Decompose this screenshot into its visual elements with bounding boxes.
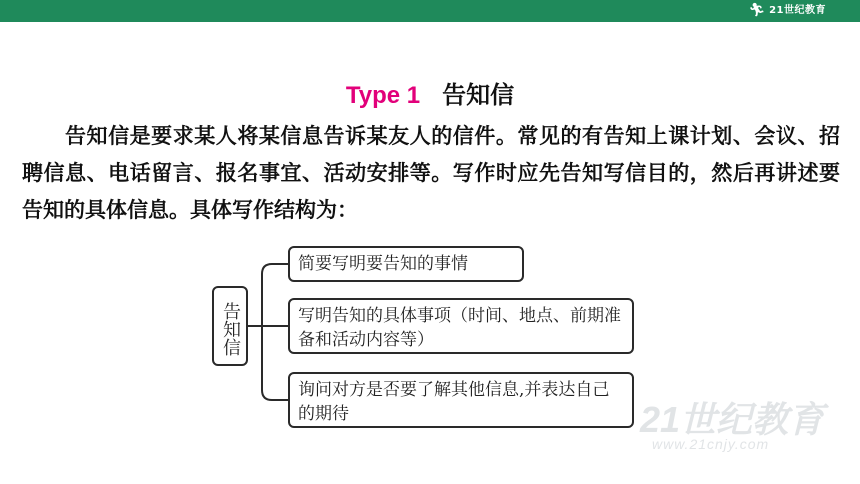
runner-icon: 🏃︎ bbox=[748, 3, 766, 18]
brand-logo-text: 21世纪教育 bbox=[769, 5, 826, 16]
diagram-node-3: 询问对方是否要了解其他信息,并表达自己的期待 bbox=[288, 372, 634, 428]
section-title-text: 告知信 bbox=[442, 81, 515, 109]
diagram-connectors bbox=[248, 264, 288, 400]
diagram-node-2: 写明告知的具体事项（时间、地点、前期准备和活动内容等） bbox=[288, 298, 634, 354]
diagram-node-1: 简要写明要告知的事情 bbox=[288, 246, 524, 282]
section-type-label: Type 1 bbox=[345, 82, 421, 109]
watermark-logo bbox=[640, 392, 840, 458]
watermark-main-text: 21世纪教育 bbox=[640, 399, 825, 440]
intro-paragraph: 告知信是要求某人将某信息告诉某友人的信件。常见的有告知上课计划、会议、招聘信息、电话留言、报名事宜、活动安排等。写作时应先告知写信目的，然后再讲述要告知的具体信息。具体写作结构为： bbox=[22, 124, 840, 222]
watermark-sub-text: www.21cnjy.com bbox=[652, 436, 770, 452]
diagram-root-node: 告知信 bbox=[212, 286, 248, 366]
